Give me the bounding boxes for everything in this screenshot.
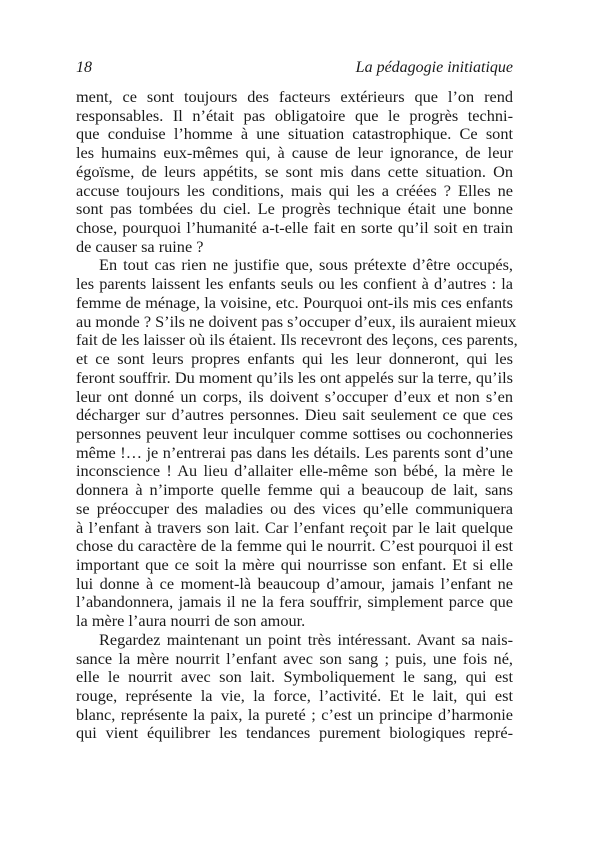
text-line: que conduise l’homme à une situation catastrophique. Ce sont xyxy=(76,124,513,144)
text-line: l’abandonnera, jamais il ne la fera souffrir, simplement parce que xyxy=(76,592,513,612)
text-line: décharger sur d’autres personnes. Dieu sait seulement ce que ces xyxy=(76,405,513,425)
running-title: La pédagogie initiatique xyxy=(355,59,513,76)
text-line: blanc, représente la paix, la pureté ; c’est un principe d’harmonie xyxy=(76,704,513,724)
body-text xyxy=(76,87,518,743)
text-line: qui vient équilibrer les tendances purement biologiques repré- xyxy=(76,723,513,743)
text-line: accuse toujours les conditions, mais qui les a créées ? Elles ne xyxy=(76,180,513,200)
paragraph xyxy=(76,255,518,631)
text-line: inconscience ! Au lieu d’allaiter elle-même son bébé, la mère le xyxy=(76,461,513,481)
text-line: chose du caractère de la femme qui le nourrit. C’est pourquoi il est xyxy=(76,536,513,556)
text-line: à l’enfant à travers son lait. Car l’enfant reçoit par le lait quelque xyxy=(76,517,513,537)
text-line: fait de les laisser où ils étaient. Ils recevront des leçons, ces parents, xyxy=(76,330,518,350)
page-header xyxy=(76,58,513,78)
text-line: Regardez maintenant un point très intéressant. Avant sa nais- xyxy=(99,629,513,649)
text-line: En tout cas rien ne justifie que, sous prétexte d’être occupés, xyxy=(99,255,513,275)
text-line: sance la mère nourrit l’enfant avec son sang ; puis, une fois né, xyxy=(76,648,513,668)
text-line: responsables. Il n’était pas obligatoire que le progrès techni- xyxy=(76,105,513,125)
text-line: de causer sa ruine ? xyxy=(76,236,204,256)
text-line: au monde ? S’ils ne doivent pas s’occuper d’eux, ils auraient mieux xyxy=(76,311,517,331)
text-line: la mère l’aura nourri de son amour. xyxy=(76,611,306,631)
page-number: 18 xyxy=(76,59,92,76)
text-line: même !… je n’entrerai pas dans les détails. Les parents sont d’une xyxy=(76,442,513,462)
text-line: leur ont donné un corps, ils doivent s’occuper d’eux et non s’en xyxy=(76,386,513,406)
text-line: elle le nourrit avec son lait. Symboliquement le sang, qui est xyxy=(76,667,513,687)
text-line: se préoccuper des maladies ou des vices qu’elle communiquera xyxy=(76,498,513,518)
text-line: personnes peuvent leur inculquer comme sottises ou cochonneries xyxy=(76,423,513,443)
text-line: important que ce soit la mère qui nourrisse son enfant. Et si elle xyxy=(76,554,513,574)
paragraph xyxy=(76,88,513,256)
text-line: rouge, représente la vie, la force, l’activité. Et le lait, qui est xyxy=(76,686,513,705)
text-line: ment, ce sont toujours des facteurs extérieurs que l’on rend xyxy=(76,87,513,106)
text-line: les parents laissent les enfants seuls ou les confient à d’autres : la xyxy=(76,274,513,294)
text-line: chose, pourquoi l’humanité a-t-elle fait en sorte qu’il soit en train xyxy=(76,218,513,238)
text-line: égoïsme, de leurs appétits, se sont mis dans cette situation. On xyxy=(76,161,513,181)
text-line: feront souffrir. Du moment qu’ils les ont appelés sur la terre, qu’ils xyxy=(76,367,513,387)
text-line: les humains eux-mêmes qui, à cause de leur ignorance, de leur xyxy=(76,143,513,163)
text-line: lui donne à ce moment-là beaucoup d’amour, jamais l’enfant ne xyxy=(76,573,513,593)
text-line: et ce sont leurs propres enfants qui les leur donneront, qui les xyxy=(76,349,513,369)
text-line: donnera à n’importe quelle femme qui a beaucoup de lait, sans xyxy=(76,480,513,500)
text-line: femme de ménage, la voisine, etc. Pourquoi ont-ils mis ces enfants xyxy=(76,292,513,312)
paragraph xyxy=(76,631,513,743)
text-line: sont pas tombées du ciel. Le progrès technique était une bonne xyxy=(76,199,513,219)
